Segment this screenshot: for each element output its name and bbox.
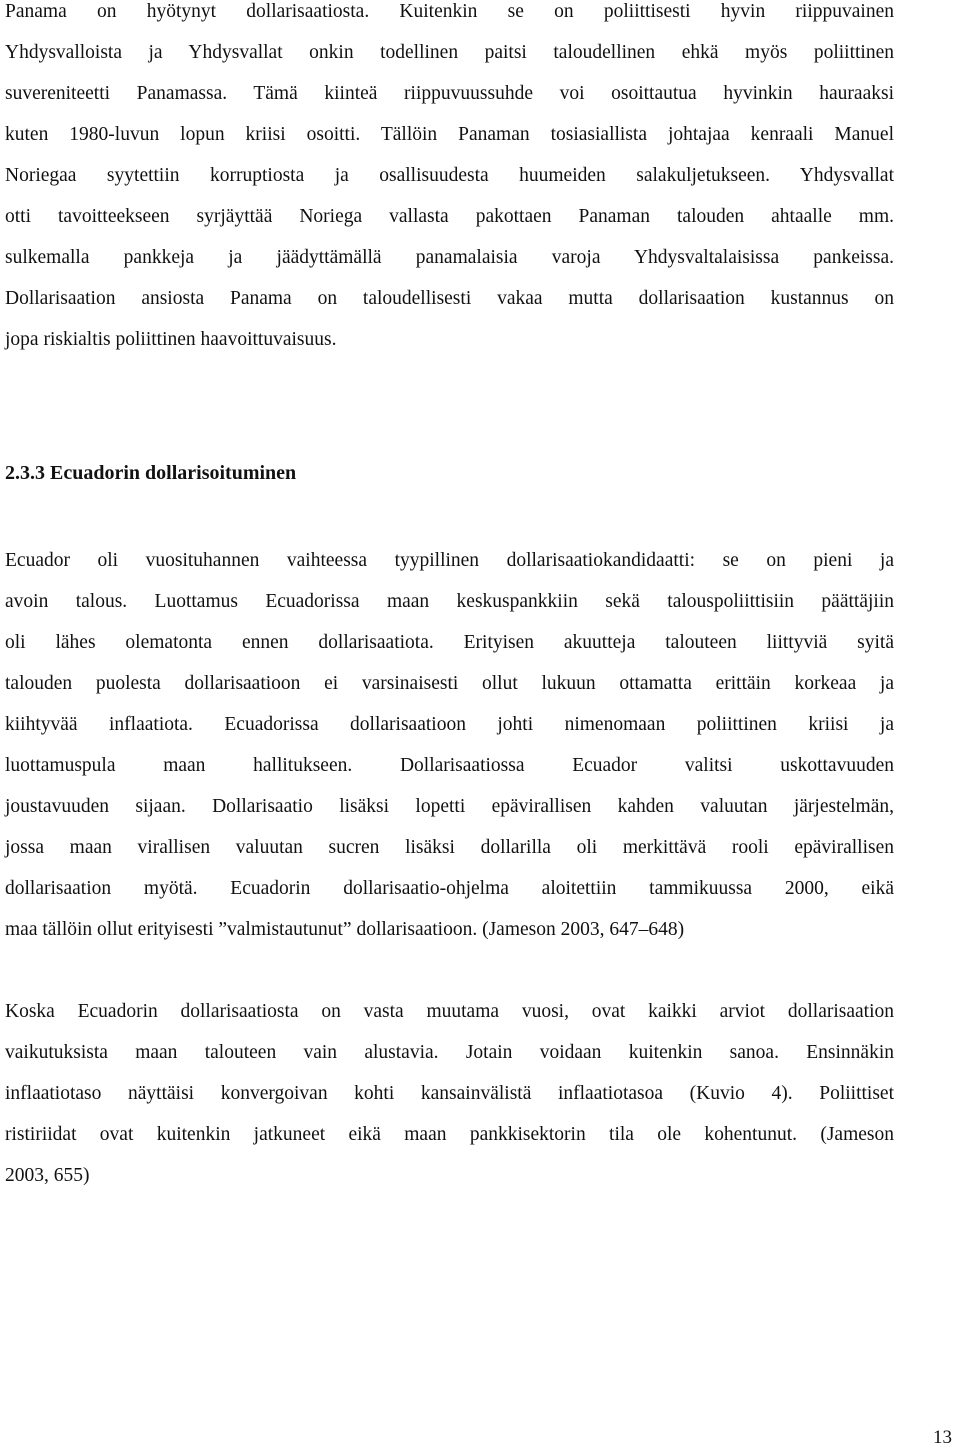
paragraph-panama (5, 0, 894, 360)
text-line: jossa maan virallisen valuutan sucren lisäksi dollarilla oli merkittävä rooli epävirallisen (5, 837, 894, 858)
text-line: suvereniteetti Panamassa. Tämä kiinteä riippuvuussuhde voi osoittautua hyvinkin hauraaksi (5, 83, 894, 104)
text-line: kiihtyvää inflaatiota. Ecuadorissa dollarisaatioon johti nimenomaan poliittinen kriisi ja (5, 714, 894, 735)
text-line: Ecuador oli vuosituhannen vaihteessa tyypillinen dollarisaatiokandidaatti: se on pieni ja (5, 550, 894, 571)
text-line: Koska Ecuadorin dollarisaatiosta on vasta muutama vuosi, ovat kaikki arviot dollarisaation (5, 1001, 894, 1022)
text-line: jopa riskialtis poliittinen haavoittuvaisuus. (5, 329, 337, 350)
text-line: luottamuspula maan hallitukseen. Dollarisaatiossa Ecuador valitsi uskottavuuden (5, 755, 894, 776)
text-line: joustavuuden sijaan. Dollarisaatio lisäksi lopetti epävirallisen kahden valuutan järjestelmän, (5, 796, 894, 817)
text-line: vaikutuksista maan talouteen vain alustavia. Jotain voidaan kuitenkin sanoa. Ensinnäkin (5, 1042, 894, 1063)
text-line: oli lähes olematonta ennen dollarisaatiota. Erityisen akuutteja talouteen liittyviä syitä (5, 632, 894, 653)
text-line: Noriegaa syytettiin korruptiosta ja osallisuudesta huumeiden salakuljetukseen. Yhdysvallat (5, 165, 894, 186)
paragraph-assessment (5, 991, 894, 1196)
text-line: dollarisaation myötä. Ecuadorin dollarisaatio-ohjelma aloitettiin tammikuussa 2000, eikä (5, 878, 894, 899)
text-line: Panama on hyötynyt dollarisaatiosta. Kuitenkin se on poliittisesti hyvin riippuvainen (5, 1, 894, 22)
paragraph-ecuador (5, 540, 894, 950)
section-heading: 2.3.3 Ecuadorin dollarisoituminen (5, 462, 297, 484)
text-line: avoin talous. Luottamus Ecuadorissa maan keskuspankkiin sekä talouspoliittisiin päättäjiin (5, 591, 894, 612)
text-line: sulkemalla pankkeja ja jäädyttämällä panamalaisia varoja Yhdysvaltalaisissa pankeissa. (5, 247, 894, 268)
text-line: maa tällöin ollut erityisesti ”valmistautunut” dollarisaatioon. (Jameson 2003, 647–648) (5, 919, 685, 940)
text-line: talouden puolesta dollarisaatioon ei varsinaisesti ollut lukuun ottamatta erittäin korkeaa ja (5, 673, 894, 694)
page-number: 13 (933, 1427, 952, 1448)
text-line: ristiriidat ovat kuitenkin jatkuneet eikä maan pankkisektorin tila ole kohentunut. (Jameson (5, 1124, 894, 1145)
text-line: inflaatiotaso näyttäisi konvergoivan kohti kansainvälistä inflaatiotasoa (Kuvio 4). Poliittiset (5, 1083, 894, 1104)
text-line: Yhdysvalloista ja Yhdysvallat onkin todellinen paitsi taloudellinen ehkä myös poliittinen (5, 42, 894, 63)
text-line: otti tavoitteekseen syrjäyttää Noriega vallasta pakottaen Panaman talouden ahtaalle mm. (5, 206, 894, 227)
text-line: kuten 1980-luvun lopun kriisi osoitti. Tällöin Panaman tosiasiallista johtajaa kenraali Manuel (5, 124, 894, 145)
text-line: 2003, 655) (5, 1165, 90, 1186)
text-line: Dollarisaation ansiosta Panama on taloudellisesti vakaa mutta dollarisaation kustannus on (5, 288, 894, 309)
